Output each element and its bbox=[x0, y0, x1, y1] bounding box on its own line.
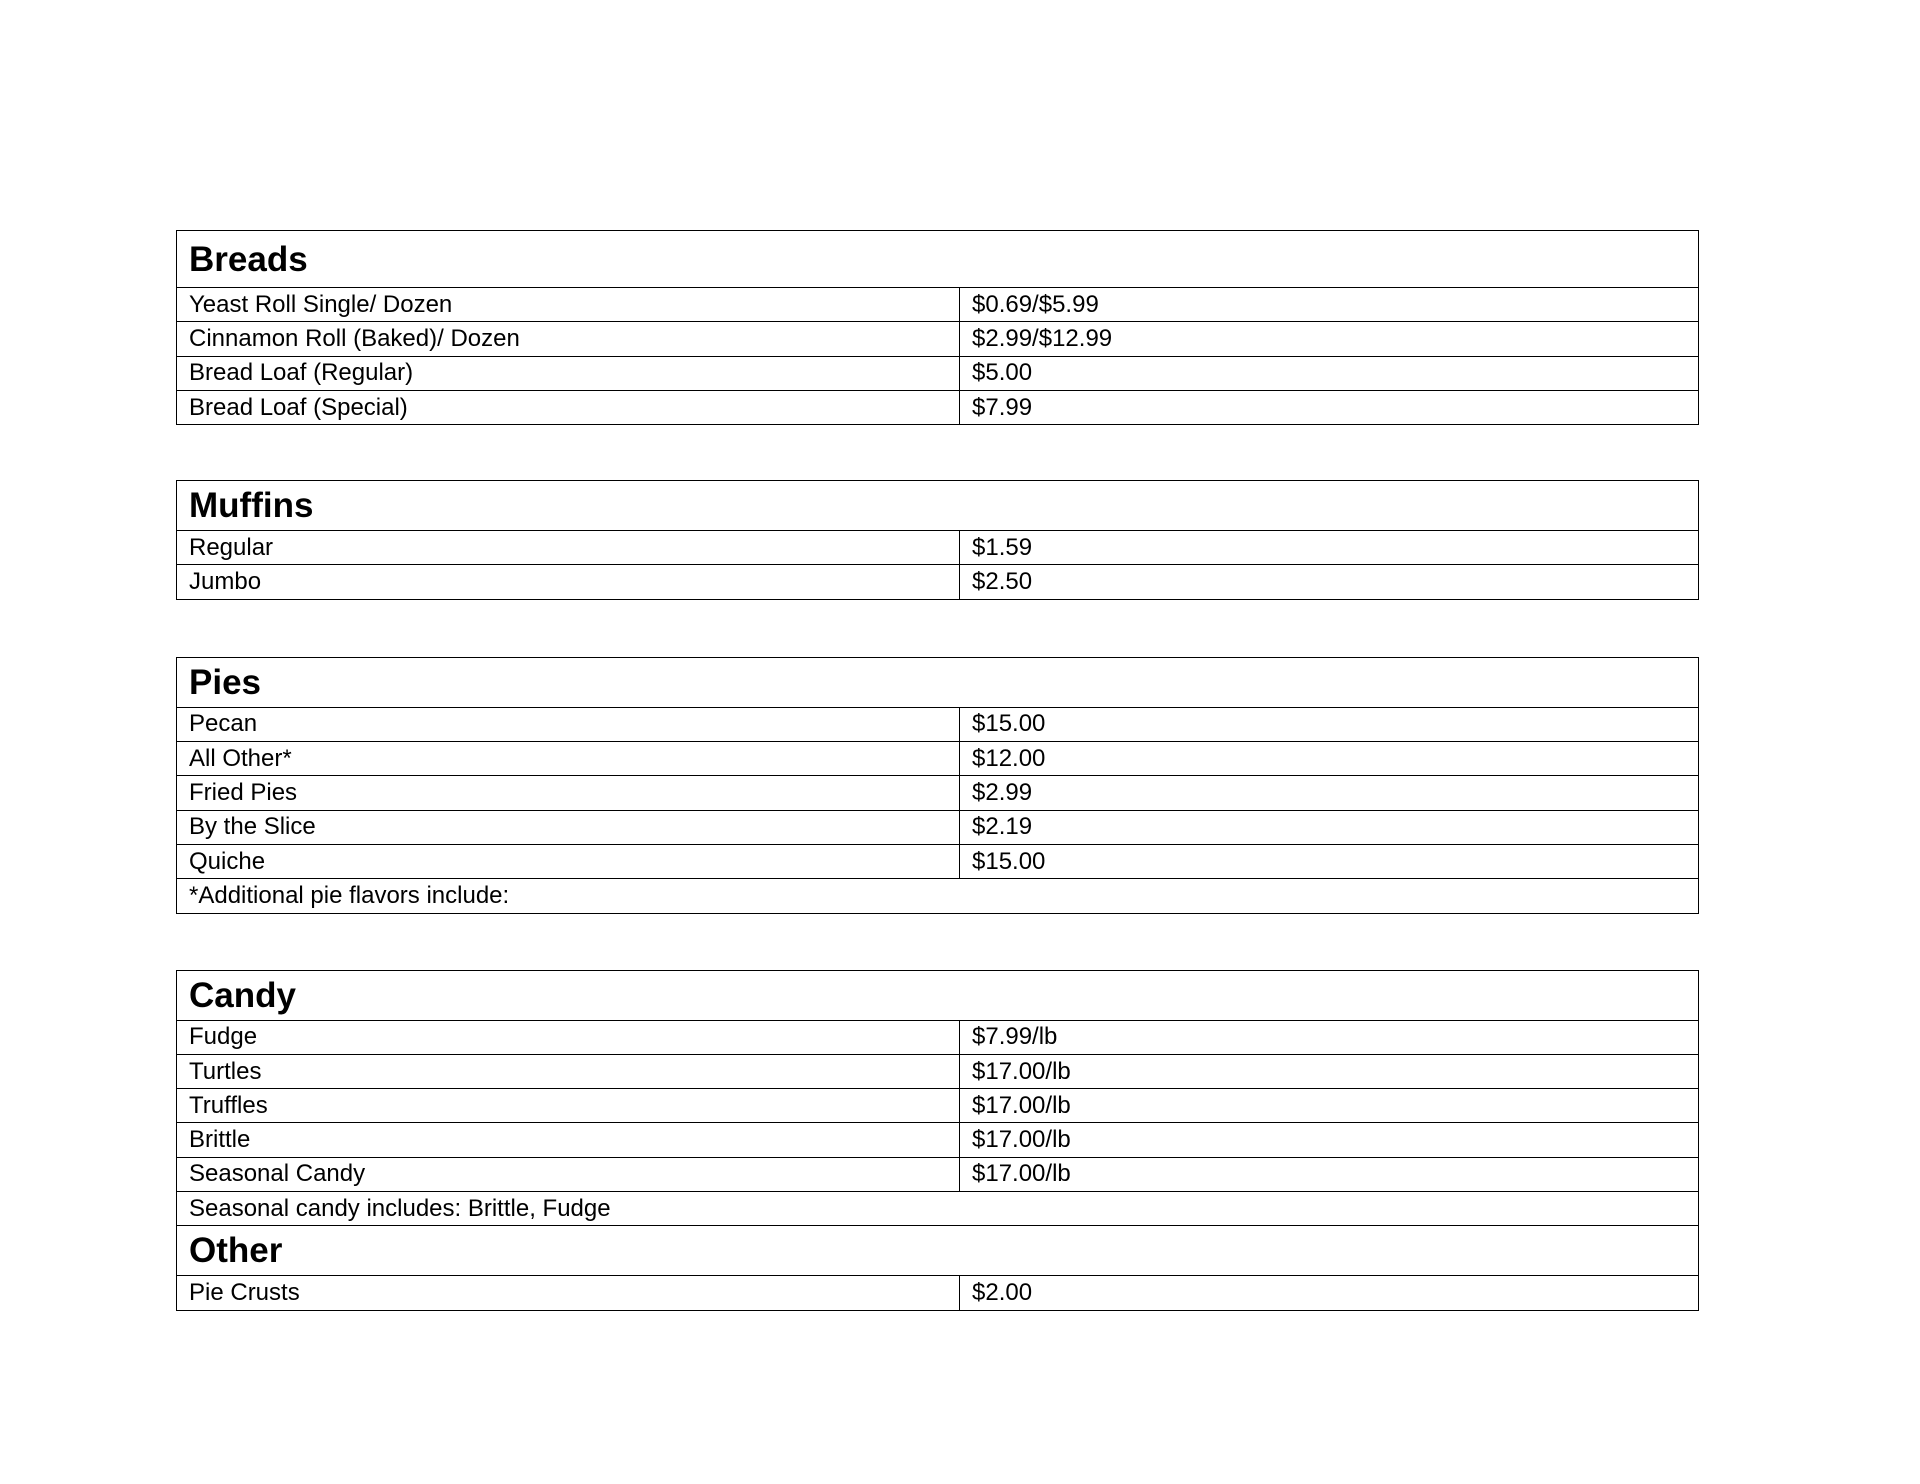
table-row bbox=[177, 1276, 1699, 1310]
item-name: Seasonal Candy bbox=[177, 1157, 960, 1191]
item-price: $1.59 bbox=[960, 531, 1699, 565]
breads-heading: Breads bbox=[177, 231, 1699, 288]
item-name: Yeast Roll Single/ Dozen bbox=[177, 288, 960, 322]
item-name: Jumbo bbox=[177, 565, 960, 599]
section-header-row bbox=[177, 231, 1699, 288]
item-price: $15.00 bbox=[960, 844, 1699, 878]
item-name: Cinnamon Roll (Baked)/ Dozen bbox=[177, 322, 960, 356]
table-row bbox=[177, 322, 1699, 356]
item-name: Fried Pies bbox=[177, 776, 960, 810]
item-price: $7.99/lb bbox=[960, 1020, 1699, 1054]
table-row bbox=[177, 1157, 1699, 1191]
item-name: Pecan bbox=[177, 707, 960, 741]
pies-table bbox=[176, 657, 1699, 914]
table-row bbox=[177, 707, 1699, 741]
item-price: $17.00/lb bbox=[960, 1054, 1699, 1088]
item-name: Regular bbox=[177, 531, 960, 565]
table-row bbox=[177, 810, 1699, 844]
item-name: Truffles bbox=[177, 1089, 960, 1123]
breads-table bbox=[176, 230, 1699, 425]
item-name: Bread Loaf (Regular) bbox=[177, 356, 960, 390]
price-list-page bbox=[176, 230, 1698, 1311]
table-row bbox=[177, 356, 1699, 390]
item-price: $0.69/$5.99 bbox=[960, 288, 1699, 322]
item-price: $7.99 bbox=[960, 390, 1699, 424]
item-name: Fudge bbox=[177, 1020, 960, 1054]
item-name: Quiche bbox=[177, 844, 960, 878]
candy-footnote: Seasonal candy includes: Brittle, Fudge bbox=[177, 1192, 1699, 1226]
table-row bbox=[177, 776, 1699, 810]
table-row bbox=[177, 565, 1699, 599]
other-heading: Other bbox=[177, 1226, 1699, 1276]
section-header-row bbox=[177, 481, 1699, 531]
item-price: $12.00 bbox=[960, 742, 1699, 776]
table-row bbox=[177, 844, 1699, 878]
item-price: $2.19 bbox=[960, 810, 1699, 844]
muffins-table bbox=[176, 480, 1699, 600]
item-name: Brittle bbox=[177, 1123, 960, 1157]
candy-heading: Candy bbox=[177, 970, 1699, 1020]
candy-table bbox=[176, 970, 1699, 1311]
table-row bbox=[177, 1020, 1699, 1054]
item-price: $15.00 bbox=[960, 707, 1699, 741]
item-price: $5.00 bbox=[960, 356, 1699, 390]
table-row bbox=[177, 1123, 1699, 1157]
pies-footnote: *Additional pie flavors include: bbox=[177, 879, 1699, 913]
table-row bbox=[177, 288, 1699, 322]
table-row bbox=[177, 390, 1699, 424]
table-row bbox=[177, 742, 1699, 776]
item-name: Bread Loaf (Special) bbox=[177, 390, 960, 424]
item-price: $17.00/lb bbox=[960, 1123, 1699, 1157]
item-price: $17.00/lb bbox=[960, 1157, 1699, 1191]
item-price: $2.99 bbox=[960, 776, 1699, 810]
item-price: $17.00/lb bbox=[960, 1089, 1699, 1123]
footnote-row bbox=[177, 1192, 1699, 1226]
item-name: By the Slice bbox=[177, 810, 960, 844]
muffins-heading: Muffins bbox=[177, 481, 1699, 531]
table-row bbox=[177, 531, 1699, 565]
section-header-row bbox=[177, 657, 1699, 707]
item-name: Turtles bbox=[177, 1054, 960, 1088]
section-header-row bbox=[177, 1226, 1699, 1276]
item-price: $2.00 bbox=[960, 1276, 1699, 1310]
pies-heading: Pies bbox=[177, 657, 1699, 707]
table-row bbox=[177, 1089, 1699, 1123]
footnote-row bbox=[177, 879, 1699, 913]
item-name: All Other* bbox=[177, 742, 960, 776]
item-price: $2.99/$12.99 bbox=[960, 322, 1699, 356]
section-header-row bbox=[177, 970, 1699, 1020]
item-price: $2.50 bbox=[960, 565, 1699, 599]
table-row bbox=[177, 1054, 1699, 1088]
item-name: Pie Crusts bbox=[177, 1276, 960, 1310]
